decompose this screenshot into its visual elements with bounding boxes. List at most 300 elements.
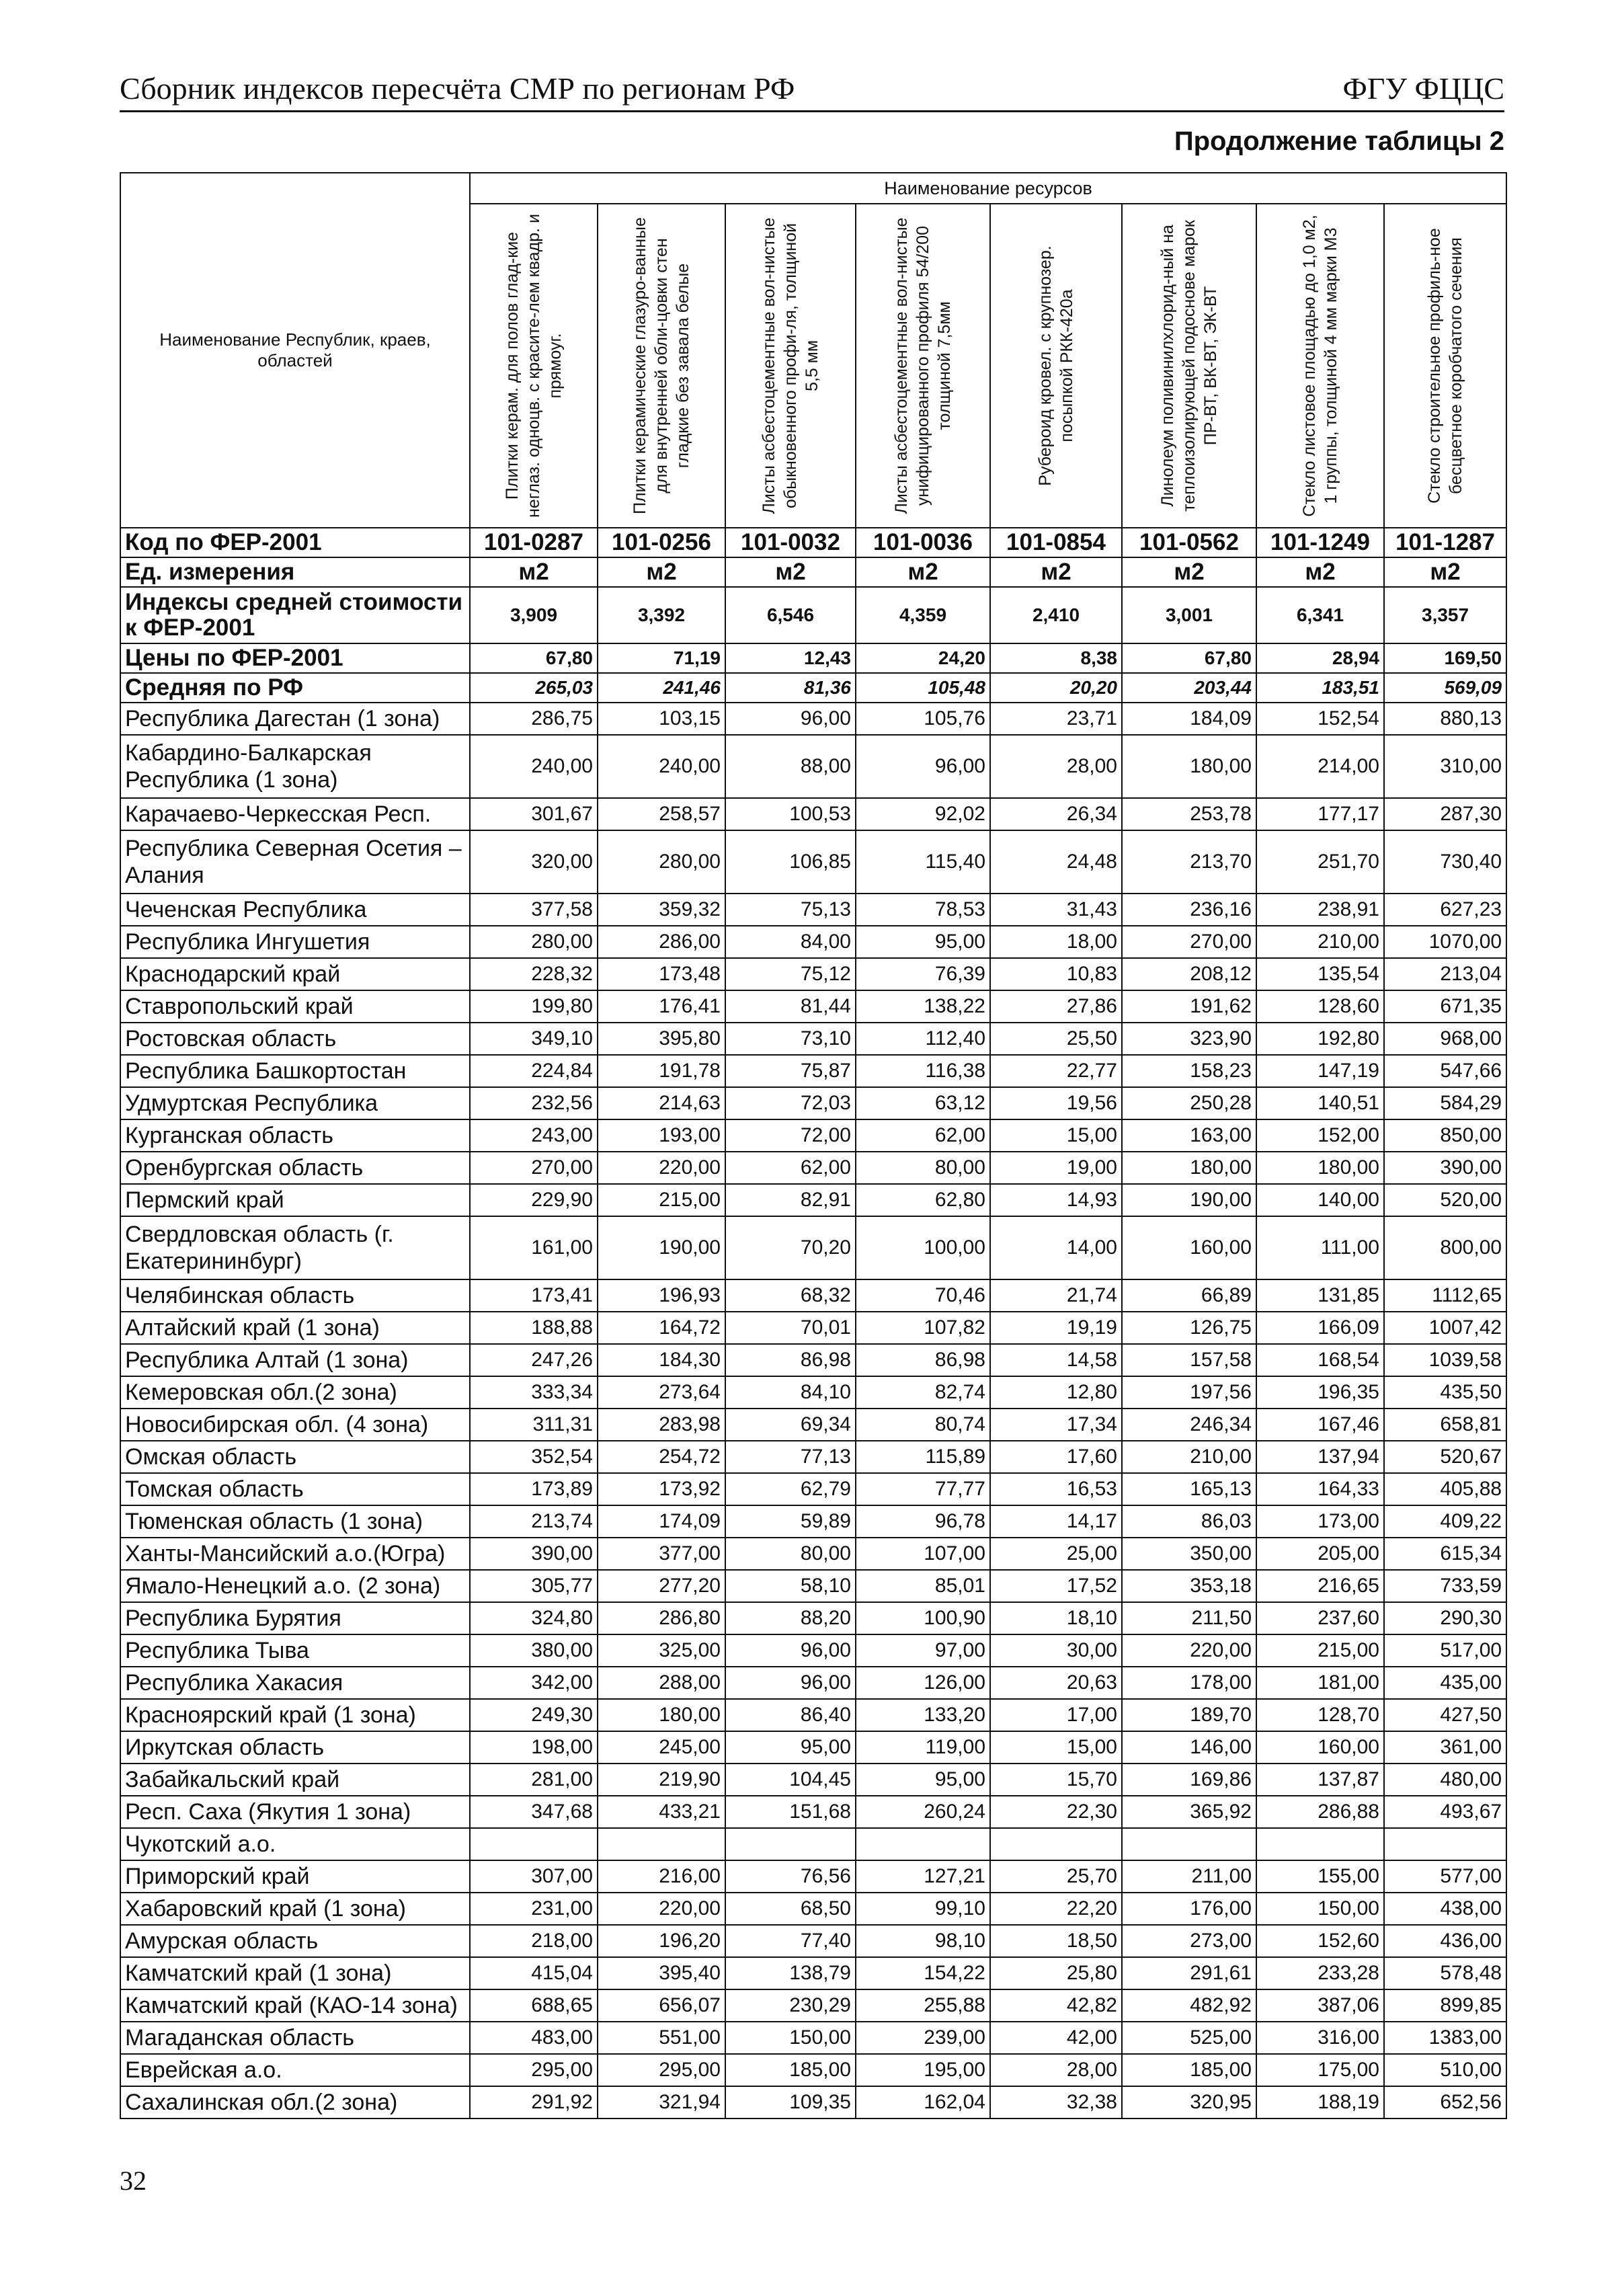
region-name: Удмуртская Республика (120, 1087, 470, 1119)
region-name: Амурская область (120, 1925, 470, 1957)
table-cell: 1007,42 (1384, 1312, 1506, 1344)
table-cell: 146,00 (1122, 1731, 1256, 1764)
table-cell: 436,00 (1384, 1925, 1506, 1957)
table-cell: 231,00 (470, 1893, 598, 1925)
table-cell: 210,00 (1256, 926, 1384, 958)
table-cell: 85,01 (856, 1570, 990, 1602)
table-cell: 15,70 (990, 1764, 1122, 1796)
table-cell: 115,40 (856, 830, 990, 894)
table-cell: 254,72 (598, 1441, 725, 1473)
table-cell: 164,72 (598, 1312, 725, 1344)
table-cell: 236,16 (1122, 894, 1256, 926)
table-cell (1122, 1828, 1256, 1860)
table-cell: 270,00 (470, 1152, 598, 1184)
table-cell: 128,70 (1256, 1699, 1384, 1731)
table-row (120, 990, 1506, 1023)
table-cell: 15,00 (990, 1731, 1122, 1764)
table-cell: 161,00 (470, 1216, 598, 1279)
table-cell: 30,00 (990, 1634, 1122, 1667)
table-row (120, 1828, 1506, 1860)
region-name: Новосибирская обл. (4 зона) (120, 1409, 470, 1441)
table-cell: 258,57 (598, 798, 725, 830)
table-cell: 86,98 (856, 1344, 990, 1376)
table-cell: 286,00 (598, 926, 725, 958)
table-cell: 6,546 (725, 587, 856, 643)
row-label: Средняя по РФ (120, 673, 470, 703)
table-cell: 67,80 (1122, 643, 1256, 673)
table-cell: 427,50 (1384, 1699, 1506, 1731)
organization-name: ФГУ ФЦЦС (1342, 71, 1504, 106)
table-cell: 305,77 (470, 1570, 598, 1602)
table-cell: 216,00 (598, 1860, 725, 1893)
table-cell: 128,60 (1256, 990, 1384, 1023)
table-cell: 6,341 (1256, 587, 1384, 643)
region-name: Иркутская область (120, 1731, 470, 1764)
table-cell: м2 (1122, 557, 1256, 587)
table-cell: 84,00 (725, 926, 856, 958)
table-cell: 2,410 (990, 587, 1122, 643)
region-name: Камчатский край (КАО-14 зона) (120, 1989, 470, 2022)
table-cell: 138,79 (725, 1957, 856, 1989)
table-cell: 14,93 (990, 1184, 1122, 1216)
table-cell: 82,74 (856, 1376, 990, 1409)
table-cell: 196,35 (1256, 1376, 1384, 1409)
table-cell: 20,20 (990, 673, 1122, 703)
table-cell: 152,60 (1256, 1925, 1384, 1957)
region-name: Сахалинская обл.(2 зона) (120, 2086, 470, 2119)
table-cell: 1070,00 (1384, 926, 1506, 958)
table-cell: 4,359 (856, 587, 990, 643)
table-cell: 19,19 (990, 1312, 1122, 1344)
table-cell: 126,75 (1122, 1312, 1256, 1344)
resource-column-header (1256, 204, 1384, 528)
table-cell: 62,00 (856, 1119, 990, 1152)
table-cell: 652,56 (1384, 2086, 1506, 2119)
collection-title: Сборник индексов пересчёта СМР по регионам РФ (120, 71, 795, 106)
table-row (120, 735, 1506, 798)
table-cell: 237,60 (1256, 1602, 1384, 1634)
table-cell: 96,78 (856, 1505, 990, 1538)
table-cell: 688,65 (470, 1989, 598, 2022)
table-cell: 547,66 (1384, 1055, 1506, 1087)
table-cell: 8,38 (990, 643, 1122, 673)
table-cell: 22,30 (990, 1796, 1122, 1828)
table-row (120, 1473, 1506, 1505)
table-cell: 73,10 (725, 1023, 856, 1055)
table-row (120, 1602, 1506, 1634)
table-cell: 365,92 (1122, 1796, 1256, 1828)
table-cell: 177,17 (1256, 798, 1384, 830)
table-cell: 215,00 (1256, 1634, 1384, 1667)
region-name: Магаданская область (120, 2022, 470, 2054)
table-cell: 195,00 (856, 2054, 990, 2086)
table-cell: 137,87 (1256, 1764, 1384, 1796)
table-cell: 176,41 (598, 990, 725, 1023)
table-cell: 347,68 (470, 1796, 598, 1828)
table-cell: 180,00 (1122, 735, 1256, 798)
table-cell: 15,00 (990, 1119, 1122, 1152)
table-cell: 96,00 (725, 1634, 856, 1667)
table-cell: 135,54 (1256, 958, 1384, 990)
table-cell: 14,58 (990, 1344, 1122, 1376)
region-name: Республика Алтай (1 зона) (120, 1344, 470, 1376)
table-cell: 158,23 (1122, 1055, 1256, 1087)
table-row (120, 1505, 1506, 1538)
region-name: Республика Северная Осетия – Алания (120, 830, 470, 894)
table-cell: 493,67 (1384, 1796, 1506, 1828)
table-cell: 3,001 (1122, 587, 1256, 643)
table-cell: 280,00 (470, 926, 598, 958)
table-cell: 361,00 (1384, 1731, 1506, 1764)
table-row (120, 1925, 1506, 1957)
resource-column-header (1122, 204, 1256, 528)
table-cell: 176,00 (1122, 1893, 1256, 1925)
table-cell: 216,65 (1256, 1570, 1384, 1602)
table-cell: 152,00 (1256, 1119, 1384, 1152)
table-cell: 205,00 (1256, 1538, 1384, 1570)
price-row (120, 643, 1506, 673)
table-cell: м2 (1256, 557, 1384, 587)
table-cell: 173,89 (470, 1473, 598, 1505)
table-cell: 180,00 (598, 1699, 725, 1731)
region-name: Чукотский а.о. (120, 1828, 470, 1860)
table-cell: 240,00 (470, 735, 598, 798)
resource-column-header (1384, 204, 1506, 528)
table-cell: 349,10 (470, 1023, 598, 1055)
table-cell: 1039,58 (1384, 1344, 1506, 1376)
table-cell: 190,00 (1122, 1184, 1256, 1216)
table-cell: 213,70 (1122, 830, 1256, 894)
table-cell: 70,01 (725, 1312, 856, 1344)
table-cell: 251,70 (1256, 830, 1384, 894)
table-cell: 320,00 (470, 830, 598, 894)
table-cell: 109,35 (725, 2086, 856, 2119)
table-cell: 32,38 (990, 2086, 1122, 2119)
region-name: Омская область (120, 1441, 470, 1473)
resource-column-label: Плитки керам. для полов глад-кие неглаз. одноцв. с красите-лем квадр. и прямоуг. (503, 214, 565, 518)
table-cell: 286,75 (470, 703, 598, 735)
table-cell: 150,00 (725, 2022, 856, 2054)
table-cell: 59,89 (725, 1505, 856, 1538)
resource-column-header (598, 204, 725, 528)
table-row (120, 1538, 1506, 1570)
table-row (120, 1764, 1506, 1796)
table-row (120, 2054, 1506, 2086)
table-cell: м2 (990, 557, 1122, 587)
region-name: Республика Хакасия (120, 1667, 470, 1699)
region-name: Приморский край (120, 1860, 470, 1893)
table-row (120, 830, 1506, 894)
table-cell: 173,92 (598, 1473, 725, 1505)
table-cell: 438,00 (1384, 1893, 1506, 1925)
table-cell: 101-0854 (990, 528, 1122, 557)
table-cell: 239,00 (856, 2022, 990, 2054)
table-cell: 395,40 (598, 1957, 725, 1989)
table-cell: 24,20 (856, 643, 990, 673)
table-cell: 95,00 (725, 1731, 856, 1764)
table-cell: 70,46 (856, 1279, 990, 1312)
resource-column-header (856, 204, 990, 528)
table-row (120, 1989, 1506, 2022)
table-cell: 342,00 (470, 1667, 598, 1699)
table-row (120, 1409, 1506, 1441)
table-cell: 101-0287 (470, 528, 598, 557)
table-cell: 324,80 (470, 1602, 598, 1634)
table-cell: 671,35 (1384, 990, 1506, 1023)
table-cell: 68,50 (725, 1893, 856, 1925)
region-name: Забайкальский край (120, 1764, 470, 1796)
table-cell: 115,89 (856, 1441, 990, 1473)
table-cell: 17,52 (990, 1570, 1122, 1602)
resource-column-label: Линолеум поливинилхлорид-ный на теплоизолирующей подоснове марок ПР-ВТ, ВК-ВТ, ЭК-ВТ (1158, 220, 1220, 512)
table-row (120, 1119, 1506, 1152)
table-cell: 211,00 (1122, 1860, 1256, 1893)
table-cell: 12,80 (990, 1376, 1122, 1409)
table-cell: 733,59 (1384, 1570, 1506, 1602)
table-cell: 133,20 (856, 1699, 990, 1731)
table-cell: 101-0032 (725, 528, 856, 557)
table-cell: 152,54 (1256, 703, 1384, 735)
table-cell (990, 1828, 1122, 1860)
table-cell: 169,50 (1384, 643, 1506, 673)
table-cell: 185,00 (725, 2054, 856, 2086)
table-cell: 321,94 (598, 2086, 725, 2119)
table-cell: 578,48 (1384, 1957, 1506, 1989)
table-cell: 26,34 (990, 798, 1122, 830)
table-cell: 126,00 (856, 1667, 990, 1699)
table-cell: 218,00 (470, 1925, 598, 1957)
table-row (120, 926, 1506, 958)
table-cell: 287,30 (1384, 798, 1506, 830)
region-name: Республика Дагестан (1 зона) (120, 703, 470, 735)
table-cell: 98,10 (856, 1925, 990, 1957)
table-cell: 288,00 (598, 1667, 725, 1699)
region-name: Кемеровская обл.(2 зона) (120, 1376, 470, 1409)
table-cell: 240,00 (598, 735, 725, 798)
table-cell: 150,00 (1256, 1893, 1384, 1925)
table-cell: 390,00 (1384, 1152, 1506, 1184)
region-name: Республика Тыва (120, 1634, 470, 1667)
table-cell: 119,00 (856, 1731, 990, 1764)
region-name: Камчатский край (1 зона) (120, 1957, 470, 1989)
table-cell: 31,43 (990, 894, 1122, 926)
table-cell: 520,00 (1384, 1184, 1506, 1216)
table-cell: 525,00 (1122, 2022, 1256, 2054)
table-cell: 155,00 (1256, 1860, 1384, 1893)
table-row (120, 1731, 1506, 1764)
table-cell: 75,12 (725, 958, 856, 990)
table-cell: 80,74 (856, 1409, 990, 1441)
table-cell: 72,03 (725, 1087, 856, 1119)
table-cell: 25,00 (990, 1538, 1122, 1570)
table-row (120, 1441, 1506, 1473)
table-cell (725, 1828, 856, 1860)
table-cell: 433,21 (598, 1796, 725, 1828)
row-label: Ед. измерения (120, 557, 470, 587)
table-cell: 352,54 (470, 1441, 598, 1473)
table-cell: 174,09 (598, 1505, 725, 1538)
table-cell: 18,00 (990, 926, 1122, 958)
table-cell: 247,26 (470, 1344, 598, 1376)
table-cell: 246,34 (1122, 1409, 1256, 1441)
region-name: Курганская область (120, 1119, 470, 1152)
table-cell: 80,00 (856, 1152, 990, 1184)
resources-group-header: Наименование ресурсов (470, 173, 1506, 204)
table-cell: 551,00 (598, 2022, 725, 2054)
table-cell: 213,74 (470, 1505, 598, 1538)
table-cell: 241,46 (598, 673, 725, 703)
table-cell: 184,30 (598, 1344, 725, 1376)
table-cell: 10,83 (990, 958, 1122, 990)
table-row (120, 958, 1506, 990)
table-cell (1256, 1828, 1384, 1860)
table-cell: 730,40 (1384, 830, 1506, 894)
table-cell: 260,24 (856, 1796, 990, 1828)
table-cell: 101-0562 (1122, 528, 1256, 557)
table-cell: 162,04 (856, 2086, 990, 2119)
table-cell: 196,20 (598, 1925, 725, 1957)
table-cell: 18,10 (990, 1602, 1122, 1634)
price-index-table (120, 172, 1507, 2119)
table-cell: 101-0256 (598, 528, 725, 557)
table-cell: 377,58 (470, 894, 598, 926)
table-cell: 157,58 (1122, 1344, 1256, 1376)
table-cell: 301,67 (470, 798, 598, 830)
table-cell: 270,00 (1122, 926, 1256, 958)
table-cell: 577,00 (1384, 1860, 1506, 1893)
table-cell: 169,86 (1122, 1764, 1256, 1796)
table-cell: 291,92 (470, 2086, 598, 2119)
table-cell: 81,36 (725, 673, 856, 703)
table-row (120, 1312, 1506, 1344)
region-name: Тюменская область (1 зона) (120, 1505, 470, 1538)
table-cell: 24,48 (990, 830, 1122, 894)
table-cell: 22,20 (990, 1893, 1122, 1925)
table-cell: 80,00 (725, 1538, 856, 1570)
table-cell: 214,63 (598, 1087, 725, 1119)
table-cell: 21,74 (990, 1279, 1122, 1312)
average-row (120, 673, 1506, 703)
table-cell: 180,00 (1122, 1152, 1256, 1184)
code-row (120, 528, 1506, 557)
table-cell: 405,88 (1384, 1473, 1506, 1505)
table-cell: 111,00 (1256, 1216, 1384, 1279)
table-cell: 86,03 (1122, 1505, 1256, 1538)
table-cell: 42,00 (990, 2022, 1122, 2054)
table-cell: 482,92 (1122, 1989, 1256, 2022)
region-column-header: Наименование Республик, краев, областей (120, 173, 470, 528)
table-cell: 250,28 (1122, 1087, 1256, 1119)
table-cell: 333,34 (470, 1376, 598, 1409)
region-name: Томская область (120, 1473, 470, 1505)
table-cell: м2 (856, 557, 990, 587)
table-cell: 17,34 (990, 1409, 1122, 1441)
table-cell: 62,80 (856, 1184, 990, 1216)
table-cell: 520,67 (1384, 1441, 1506, 1473)
table-row (120, 1634, 1506, 1667)
table-row (120, 1376, 1506, 1409)
table-cell: 380,00 (470, 1634, 598, 1667)
table-cell: 215,00 (598, 1184, 725, 1216)
region-name: Красноярский край (1 зона) (120, 1699, 470, 1731)
table-cell: 96,00 (725, 1667, 856, 1699)
table-cell: 395,80 (598, 1023, 725, 1055)
table-cell: 238,91 (1256, 894, 1384, 926)
region-name: Республика Ингушетия (120, 926, 470, 958)
table-cell: 75,87 (725, 1055, 856, 1087)
table-cell: м2 (470, 557, 598, 587)
table-cell: 3,357 (1384, 587, 1506, 643)
row-label: Код по ФЕР-2001 (120, 528, 470, 557)
table-cell: 3,909 (470, 587, 598, 643)
table-cell: 101-1249 (1256, 528, 1384, 557)
table-cell: 25,50 (990, 1023, 1122, 1055)
table-cell (1384, 1828, 1506, 1860)
table-cell: 147,19 (1256, 1055, 1384, 1087)
table-cell: 164,33 (1256, 1473, 1384, 1505)
table-cell: 88,20 (725, 1602, 856, 1634)
table-cell: 184,09 (1122, 703, 1256, 735)
table-cell: 76,39 (856, 958, 990, 990)
table-cell: 62,79 (725, 1473, 856, 1505)
table-cell: 850,00 (1384, 1119, 1506, 1152)
table-row (120, 1796, 1506, 1828)
table-row (120, 1055, 1506, 1087)
table-row (120, 1957, 1506, 1989)
table-row (120, 703, 1506, 735)
unit-row (120, 557, 1506, 587)
table-cell: 92,02 (856, 798, 990, 830)
table-cell: 42,82 (990, 1989, 1122, 2022)
table-cell: 140,51 (1256, 1087, 1384, 1119)
table-cell: 103,15 (598, 703, 725, 735)
table-row (120, 1023, 1506, 1055)
table-cell: 101-0036 (856, 528, 990, 557)
table-cell: 19,00 (990, 1152, 1122, 1184)
resource-column-header (990, 204, 1122, 528)
table-cell: 584,29 (1384, 1087, 1506, 1119)
table-cell: 193,00 (598, 1119, 725, 1152)
resource-column-label: Рубероид кровел. с крупнозер. посыпкой РКК-420а (1036, 245, 1076, 486)
region-name: Оренбургская область (120, 1152, 470, 1184)
table-cell: 280,00 (598, 830, 725, 894)
region-name: Кабардино-Балкарская Республика (1 зона) (120, 735, 470, 798)
table-cell: 165,13 (1122, 1473, 1256, 1505)
table-cell: 283,98 (598, 1409, 725, 1441)
table-cell: 183,51 (1256, 673, 1384, 703)
table-cell: 101-1287 (1384, 528, 1506, 557)
table-cell: 25,80 (990, 1957, 1122, 1989)
table-cell: 265,03 (470, 673, 598, 703)
table-cell: 14,00 (990, 1216, 1122, 1279)
resource-column-label: Плитки керамические глазуро-ванные для внутренней обли-цовки стен гладкие без завала белые (631, 217, 692, 514)
table-cell: 154,22 (856, 1957, 990, 1989)
table-cell: 615,34 (1384, 1538, 1506, 1570)
table-cell: 77,77 (856, 1473, 990, 1505)
table-cell: 968,00 (1384, 1023, 1506, 1055)
table-cell: 214,00 (1256, 735, 1384, 798)
table-cell: 77,13 (725, 1441, 856, 1473)
table-cell: м2 (598, 557, 725, 587)
table-row (120, 1893, 1506, 1925)
table-cell: 208,12 (1122, 958, 1256, 990)
table-cell: 28,00 (990, 2054, 1122, 2086)
table-cell: 181,00 (1256, 1667, 1384, 1699)
table-cell: 435,00 (1384, 1667, 1506, 1699)
table-cell: 233,28 (1256, 1957, 1384, 1989)
table-cell: 173,41 (470, 1279, 598, 1312)
table-cell: 658,81 (1384, 1409, 1506, 1441)
